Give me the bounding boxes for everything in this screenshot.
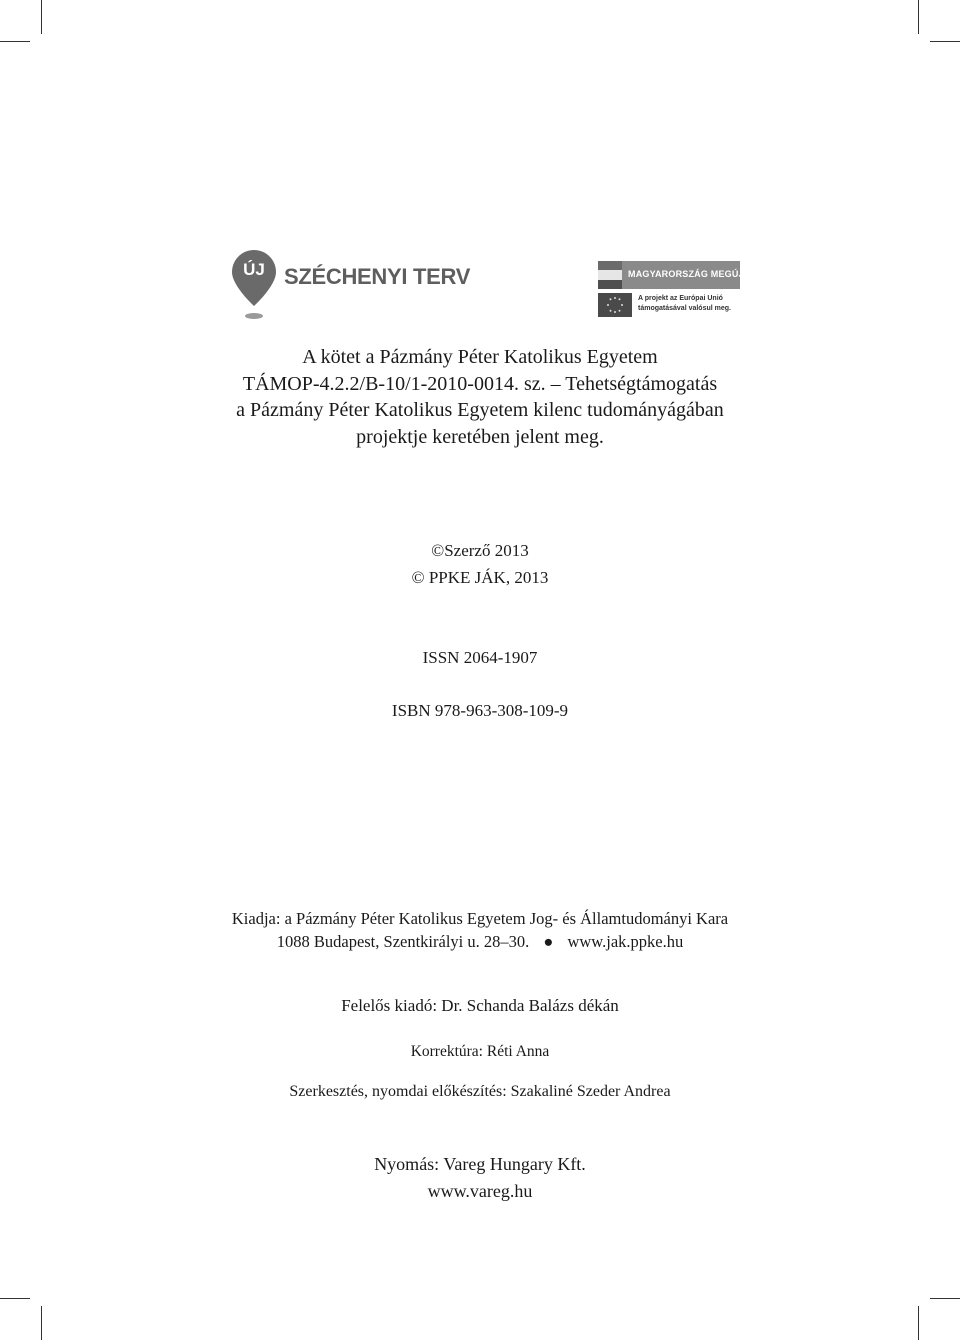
flag-icon (598, 261, 622, 289)
intro-line: a Pázmány Péter Katolikus Egyetem kilenc tudományágában (236, 399, 724, 421)
publisher-address-line (0, 930, 960, 953)
crop-mark-bottom-right-h (930, 1298, 960, 1299)
isbn: ISBN 978-963-308-109-9 (391, 701, 569, 720)
publisher-name: Kiadja: a Pázmány Péter Katolikus Egyetem Jog- és Államtudományi Kara (231, 909, 729, 928)
crop-mark-bottom-right-v (918, 1306, 919, 1340)
crop-mark-top-right-v (918, 0, 919, 34)
publisher-website: www.jak.ppke.hu (567, 932, 684, 951)
logo-name: SZÉCHENYI TERV (284, 264, 471, 289)
intro-block (0, 344, 960, 450)
szechenyi-terv-logo (232, 250, 471, 326)
copyright-publisher: © PPKE JÁK, 2013 (411, 568, 549, 587)
crop-mark-top-left-v (41, 0, 42, 34)
flag-banner (598, 261, 757, 289)
bullet-icon: ● (543, 932, 554, 951)
crop-mark-top-right-h (930, 41, 960, 42)
magyarorszag-megujul-logo (598, 261, 757, 319)
issn: ISSN 2064-1907 (422, 648, 538, 667)
eu-flag-icon (598, 293, 632, 317)
printer-name: Nyomás: Vareg Hungary Kft. (374, 1154, 586, 1174)
printer-website: www.vareg.hu (427, 1180, 533, 1201)
publisher-address: 1088 Budapest, Szentkirályi u. 28–30. (276, 932, 530, 951)
editing: Szerkesztés, nyomdai előkészítés: Szakaliné Szeder Andrea (289, 1083, 671, 1100)
copyright-author: ©Szerző 2013 (431, 541, 529, 560)
proofreading: Korrektúra: Réti Anna (410, 1043, 550, 1060)
crop-mark-top-left-h (0, 41, 30, 42)
intro-line: A kötet a Pázmány Péter Katolikus Egyetem (302, 346, 658, 368)
printing-block (0, 1151, 960, 1204)
intro-line: projektje keretében jelent meg. (356, 425, 604, 448)
crop-mark-bottom-left-h (0, 1298, 30, 1299)
flag-banner-text: MAGYARORSZÁG MEGÚJUL (628, 269, 757, 279)
intro-line: TÁMOP-4.2.2/B-10/1-2010-0014. sz. – Tehetségtámogatás (242, 372, 718, 395)
crop-mark-bottom-left-v (41, 1306, 42, 1340)
publisher-block (0, 907, 960, 953)
eu-support-text: A projekt az Európai Unió támogatásával valósul meg. (638, 295, 731, 312)
logo-badge-text: ÚJ (243, 260, 265, 279)
responsible-publisher: Felelős kiadó: Dr. Schanda Balázs dékán (341, 996, 619, 1015)
